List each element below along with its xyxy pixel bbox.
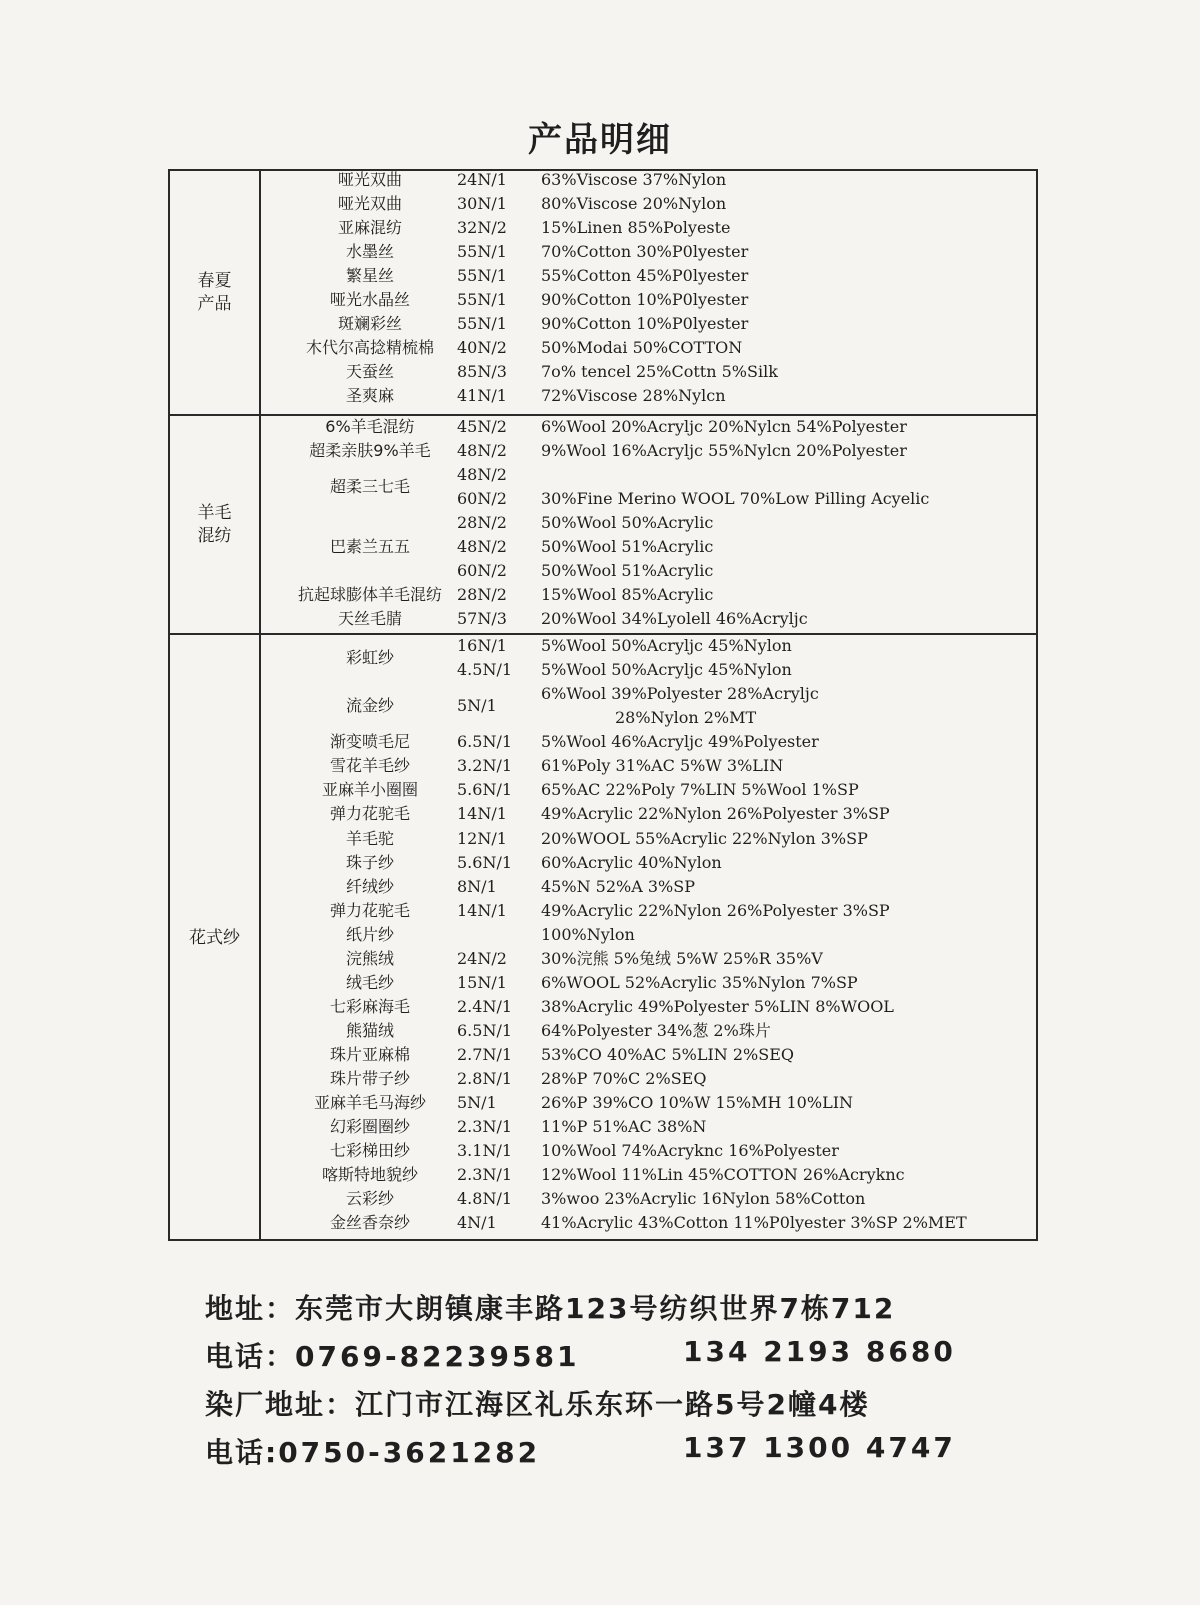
product-name: 超柔三七毛	[329, 477, 410, 496]
table-row	[170, 947, 1036, 971]
phone-line-2	[205, 1431, 1005, 1471]
table-row	[170, 1043, 1036, 1067]
yarn-count: 2.4N/1	[457, 997, 513, 1016]
yarn-count: 16N/1	[457, 636, 507, 655]
table-row	[170, 634, 1036, 658]
table-row	[170, 312, 1036, 336]
product-name: 亚麻混纺	[337, 218, 402, 237]
product-name: 弹力花驼毛	[329, 901, 410, 920]
table-row	[170, 240, 1036, 264]
mobile-number: 134 2193 8680	[683, 1335, 956, 1368]
yarn-count: 5N/1	[457, 696, 497, 715]
phone-label: 电话:	[205, 1436, 279, 1469]
yarn-count: 30N/1	[457, 194, 507, 213]
phone-number: 0750-3621282	[278, 1436, 541, 1469]
composition: 55%Cotton 45%P0lyester	[541, 266, 749, 285]
composition: 63%Viscose 37%Nylon	[541, 170, 727, 189]
table-row	[170, 607, 1036, 631]
yarn-count: 6.5N/1	[457, 732, 513, 751]
product-name: 巴素兰五五	[329, 537, 410, 556]
table-row	[170, 415, 1036, 439]
table-row	[170, 1091, 1036, 1115]
table-row	[170, 995, 1036, 1019]
composition: 41%Acrylic 43%Cotton 11%P0lyester 3%SP 2%MET	[541, 1213, 967, 1232]
composition: 65%AC 22%Poly 7%LIN 5%Wool 1%SP	[541, 780, 859, 799]
yarn-count: 14N/1	[457, 804, 507, 823]
yarn-count: 2.8N/1	[457, 1069, 513, 1088]
composition: 61%Poly 31%AC 5%W 3%LIN	[541, 756, 784, 775]
product-name: 6%羊毛混纺	[325, 417, 415, 436]
category-label: 春夏	[197, 270, 232, 291]
table-row	[170, 851, 1036, 875]
table-row	[170, 971, 1036, 995]
product-name: 彩虹纱	[345, 648, 394, 667]
yarn-count: 2.3N/1	[457, 1117, 513, 1136]
product-name: 雪花羊毛纱	[329, 756, 410, 775]
product-name: 熊猫绒	[345, 1021, 394, 1040]
yarn-count: 8N/1	[457, 877, 497, 896]
yarn-count: 4.8N/1	[457, 1189, 513, 1208]
yarn-count: 41N/1	[457, 386, 507, 405]
yarn-count: 57N/3	[457, 609, 507, 628]
yarn-count: 5N/1	[457, 1093, 497, 1112]
table-row	[170, 535, 1036, 559]
table-row	[170, 264, 1036, 288]
product-name: 纤绒纱	[345, 877, 394, 896]
yarn-count: 40N/2	[457, 338, 507, 357]
yarn-count: 85N/3	[457, 362, 507, 381]
product-name: 弹力花驼毛	[329, 804, 410, 823]
table-row	[170, 439, 1036, 463]
phone-number: 0769-82239581	[295, 1340, 580, 1373]
product-name: 七彩麻海毛	[329, 997, 410, 1016]
table-row	[170, 899, 1036, 923]
table-row	[170, 754, 1036, 778]
yarn-count: 3.2N/1	[457, 756, 513, 775]
product-name: 绒毛纱	[345, 973, 394, 992]
composition: 6%Wool 20%Acryljc 20%Nylcn 54%Polyester	[541, 417, 907, 436]
product-name: 抗起球膨体羊毛混纺	[297, 585, 442, 604]
composition: 72%Viscose 28%Nylcn	[541, 386, 726, 405]
composition: 20%WOOL 55%Acrylic 22%Nylon 3%SP	[541, 829, 868, 848]
product-name: 圣爽麻	[345, 386, 394, 405]
address-line: 地址：东莞市大朗镇康丰路123号纺织世界7栋712	[205, 1292, 896, 1325]
product-name: 七彩梯田纱	[329, 1141, 410, 1160]
yarn-count: 15N/1	[457, 973, 507, 992]
product-name: 浣熊绒	[345, 949, 394, 968]
table-row	[170, 463, 1036, 487]
table-row	[170, 216, 1036, 240]
composition: 50%Wool 51%Acrylic	[541, 561, 714, 580]
section-wool-blend	[170, 414, 1036, 633]
category-label: 花式纱	[189, 927, 240, 948]
composition: 20%Wool 34%Lyolell 46%Acryljc	[541, 609, 808, 628]
table-row	[170, 778, 1036, 802]
yarn-count: 6.5N/1	[457, 1021, 513, 1040]
composition: 30%浣熊 5%兔绒 5%W 25%R 35%V	[541, 949, 823, 968]
product-name: 珠子纱	[345, 853, 394, 872]
section-fancy-yarn	[170, 633, 1036, 1241]
table-row	[170, 730, 1036, 754]
yarn-count: 48N/2	[457, 465, 507, 484]
table-row	[170, 360, 1036, 384]
yarn-count: 32N/2	[457, 218, 507, 237]
composition: 3%woo 23%Acrylic 16Nylon 58%Cotton	[541, 1189, 866, 1208]
yarn-count: 48N/2	[457, 537, 507, 556]
composition: 45%N 52%A 3%SP	[541, 877, 695, 896]
yarn-count: 24N/2	[457, 949, 507, 968]
product-name: 亚麻羊小圈圈	[321, 780, 418, 799]
yarn-count: 5.6N/1	[457, 853, 513, 872]
product-name: 斑斓彩丝	[337, 314, 402, 333]
category-label: 羊毛	[197, 502, 232, 523]
product-name: 珠片带子纱	[329, 1069, 410, 1088]
yarn-count: 48N/2	[457, 441, 507, 460]
table-row	[170, 1211, 1036, 1235]
table-row	[170, 336, 1036, 360]
category-label: 产品	[197, 293, 232, 314]
composition: 28%Nylon 2%MT	[615, 708, 757, 727]
yarn-count: 5.6N/1	[457, 780, 513, 799]
product-name: 流金纱	[345, 696, 394, 715]
composition: 15%Linen 85%Polyeste	[541, 218, 731, 237]
composition: 9%Wool 16%Acryljc 55%Nylcn 20%Polyester	[541, 441, 907, 460]
table-row	[170, 583, 1036, 607]
composition: 80%Viscose 20%Nylon	[541, 194, 727, 213]
composition: 30%Fine Merino WOOL 70%Low Pilling Acyelic	[541, 489, 930, 508]
product-name: 渐变喷毛尼	[329, 732, 410, 751]
composition: 49%Acrylic 22%Nylon 26%Polyester 3%SP	[541, 901, 890, 920]
yarn-count: 60N/2	[457, 489, 507, 508]
yarn-count: 14N/1	[457, 901, 507, 920]
product-table	[168, 169, 1038, 1241]
table-row	[170, 192, 1036, 216]
table-row	[170, 923, 1036, 947]
yarn-count: 4.5N/1	[457, 660, 513, 679]
yarn-count: 12N/1	[457, 829, 507, 848]
product-name: 幻彩圈圈纱	[329, 1117, 410, 1136]
table-row	[170, 487, 1036, 511]
table-row	[170, 682, 1036, 706]
yarn-count: 4N/1	[457, 1213, 497, 1232]
table-row	[170, 706, 1036, 730]
product-name: 羊毛驼	[345, 829, 394, 848]
composition: 5%Wool 46%Acryljc 49%Polyester	[541, 732, 819, 751]
table-row	[170, 875, 1036, 899]
page-title: 产品明细	[528, 120, 672, 160]
yarn-count: 24N/1	[457, 170, 507, 189]
composition: 50%Wool 51%Acrylic	[541, 537, 714, 556]
product-name: 超柔亲肤9%羊毛	[309, 441, 431, 460]
yarn-count: 45N/2	[457, 417, 507, 436]
table-row	[170, 1163, 1036, 1187]
table-row	[170, 559, 1036, 583]
table-row	[170, 1019, 1036, 1043]
yarn-count: 2.7N/1	[457, 1045, 513, 1064]
product-name: 繁星丝	[345, 266, 394, 285]
composition: 28%P 70%C 2%SEQ	[541, 1069, 707, 1088]
composition: 5%Wool 50%Acryljc 45%Nylon	[541, 660, 792, 679]
composition: 50%Wool 50%Acrylic	[541, 513, 714, 532]
table-row	[170, 802, 1036, 826]
composition: 100%Nylon	[541, 925, 635, 944]
product-name: 哑光双曲	[337, 194, 402, 213]
yarn-count: 28N/2	[457, 585, 507, 604]
product-name: 木代尔高捻精梳棉	[305, 338, 434, 357]
table-row	[170, 1115, 1036, 1139]
composition: 53%CO 40%AC 5%LIN 2%SEQ	[541, 1045, 795, 1064]
yarn-count: 2.3N/1	[457, 1165, 513, 1184]
table-row	[170, 384, 1036, 408]
composition: 60%Acrylic 40%Nylon	[541, 853, 722, 872]
product-name: 天蚕丝	[345, 362, 394, 381]
table-row	[170, 1067, 1036, 1091]
yarn-count: 55N/1	[457, 242, 507, 261]
product-name: 亚麻羊毛马海纱	[313, 1093, 426, 1112]
composition: 26%P 39%CO 10%W 15%MH 10%LIN	[541, 1093, 854, 1112]
table-row	[170, 1139, 1036, 1163]
product-name: 哑光水晶丝	[329, 290, 410, 309]
composition: 90%Cotton 10%P0lyester	[541, 290, 749, 309]
factory-address-line: 染厂地址：江门市江海区礼乐东环一路5号2幢4楼	[205, 1388, 870, 1421]
table-row	[170, 658, 1036, 682]
composition: 10%Wool 74%Acryknc 16%Polyester	[541, 1141, 839, 1160]
composition: 11%P 51%AC 38%N	[541, 1117, 707, 1136]
table-row	[170, 1187, 1036, 1211]
yarn-count: 55N/1	[457, 290, 507, 309]
composition: 6%Wool 39%Polyester 28%Acryljc	[541, 684, 819, 703]
yarn-count: 55N/1	[457, 266, 507, 285]
composition: 5%Wool 50%Acryljc 45%Nylon	[541, 636, 792, 655]
section-spring-summer	[170, 171, 1036, 414]
yarn-count: 3.1N/1	[457, 1141, 513, 1160]
category-label: 混纺	[197, 525, 232, 546]
product-name: 珠片亚麻棉	[329, 1045, 410, 1064]
composition: 70%Cotton 30%P0lyester	[541, 242, 749, 261]
composition: 12%Wool 11%Lin 45%COTTON 26%Acryknc	[541, 1165, 905, 1184]
yarn-count: 55N/1	[457, 314, 507, 333]
table-row	[170, 288, 1036, 312]
composition: 6%WOOL 52%Acrylic 35%Nylon 7%SP	[541, 973, 858, 992]
composition: 38%Acrylic 49%Polyester 5%LIN 8%WOOL	[541, 997, 894, 1016]
composition: 50%Modai 50%COTTON	[541, 338, 743, 357]
table-row	[170, 168, 1036, 192]
phone-label: 电话：	[205, 1340, 296, 1373]
product-name: 金丝香奈纱	[329, 1213, 410, 1232]
composition: 15%Wool 85%Acrylic	[541, 585, 714, 604]
table-row	[170, 827, 1036, 851]
product-name: 纸片纱	[345, 925, 394, 944]
mobile-number: 137 1300 4747	[683, 1431, 956, 1464]
composition: 64%Polyester 34%葱 2%珠片	[541, 1021, 771, 1040]
phone-line-1	[205, 1335, 1005, 1375]
product-name: 喀斯特地貌纱	[321, 1165, 418, 1184]
yarn-count: 28N/2	[457, 513, 507, 532]
yarn-count: 60N/2	[457, 561, 507, 580]
composition: 7o% tencel 25%Cottn 5%Silk	[541, 362, 778, 381]
composition: 49%Acrylic 22%Nylon 26%Polyester 3%SP	[541, 804, 890, 823]
product-name: 哑光双曲	[337, 170, 402, 189]
product-name: 云彩纱	[345, 1189, 394, 1208]
table-row	[170, 511, 1036, 535]
product-name: 水墨丝	[345, 242, 394, 261]
composition: 90%Cotton 10%P0lyester	[541, 314, 749, 333]
product-name: 天丝毛腈	[337, 609, 402, 628]
